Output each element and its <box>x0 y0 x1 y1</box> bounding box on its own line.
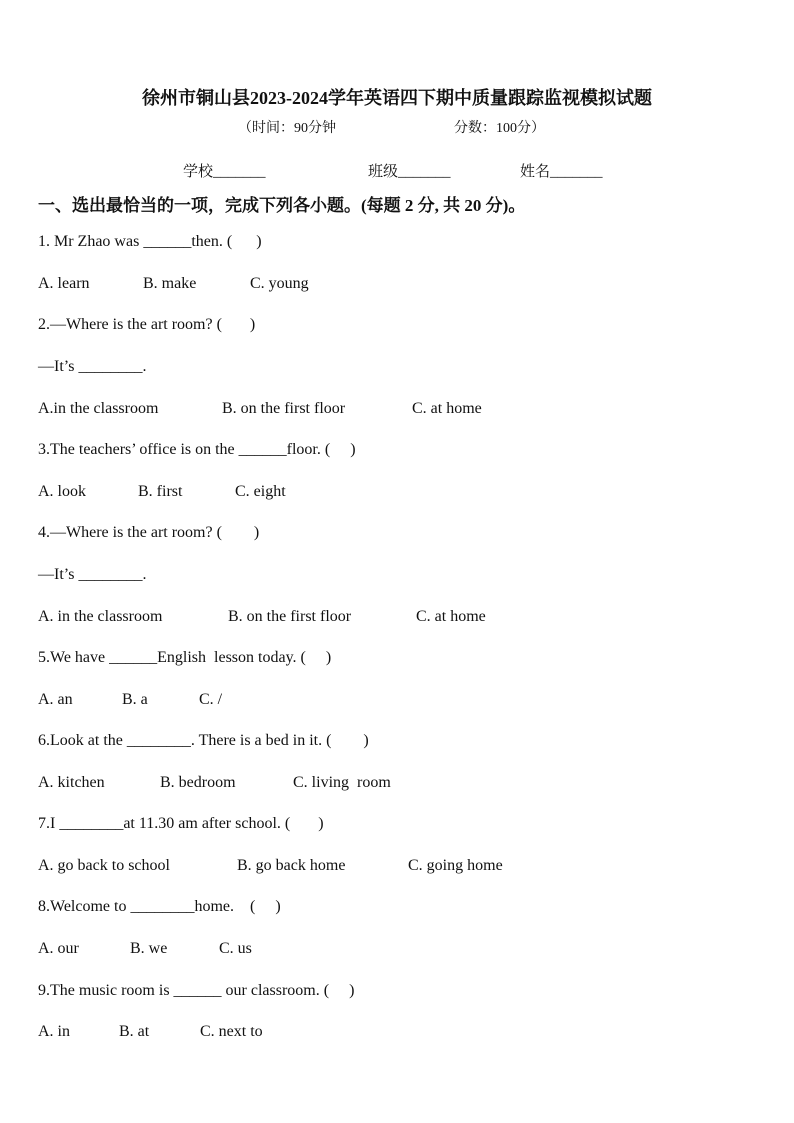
option-b: B. at <box>119 1023 150 1040</box>
option-b: B. we <box>130 940 168 957</box>
question-stem: 4.—Where is the art room? ( ) <box>38 524 260 541</box>
exam-meta <box>238 117 545 137</box>
question-stem: 7.I ________at 11.30 am after school. ( ) <box>38 815 324 832</box>
option-a: A. an <box>38 691 73 708</box>
question-stem: 8.Welcome to ________home. ( ) <box>38 898 281 915</box>
question-stem: 6.Look at the ________. There is a bed in it. ( ) <box>38 732 369 749</box>
option-c: C. next to <box>200 1023 263 1040</box>
class-field: 班级_______ <box>368 164 451 180</box>
option-a: A. learn <box>38 275 90 292</box>
option-b: B. bedroom <box>160 774 236 791</box>
option-c: C. at home <box>416 608 486 625</box>
question-stem: 3.The teachers’ office is on the ______floor. ( ) <box>38 441 356 458</box>
page-title: 徐州市铜山县2023-2024学年英语四下期中质量跟踪监视模拟试题 <box>142 88 652 108</box>
option-b: B. on the first floor <box>228 608 352 625</box>
option-c: C. us <box>219 940 252 957</box>
option-a: A. look <box>38 483 86 500</box>
question-stem: 5.We have ______English lesson today. ( ) <box>38 649 332 666</box>
option-a: A. go back to school <box>38 857 170 874</box>
option-a: A. our <box>38 940 79 957</box>
time-limit: （时间：90分钟 <box>238 121 336 136</box>
option-a: A. kitchen <box>38 774 105 791</box>
student-info-row <box>0 160 794 180</box>
option-a: A.in the classroom <box>38 400 159 417</box>
option-c: C. going home <box>408 857 503 874</box>
option-c: C. / <box>199 691 223 708</box>
option-b: B. a <box>122 691 148 708</box>
question-answer-line: —It’s ________. <box>38 566 147 583</box>
question-stem: 9.The music room is ______ our classroom. ( ) <box>38 982 355 999</box>
question-stem: 1. Mr Zhao was ______then. ( ) <box>38 233 262 250</box>
option-c: C. living room <box>293 774 391 791</box>
total-score: 分数：100分） <box>454 121 545 136</box>
section-heading: 一、选出最恰当的一项，完成下列各小题。(每题 2 分, 共 20 分)。 <box>38 196 526 215</box>
question-stem: 2.—Where is the art room? ( ) <box>38 316 256 333</box>
option-b: B. on the first floor <box>222 400 346 417</box>
option-b: B. go back home <box>237 857 346 874</box>
school-field: 学校_______ <box>183 164 266 180</box>
option-c: C. at home <box>412 400 482 417</box>
question-answer-line: —It’s ________. <box>38 358 147 375</box>
option-a: A. in the classroom <box>38 608 163 625</box>
option-a: A. in <box>38 1023 70 1040</box>
option-c: C. young <box>250 275 309 292</box>
name-field: 姓名_______ <box>520 164 603 180</box>
option-c: C. eight <box>235 483 286 500</box>
option-b: B. first <box>138 483 183 500</box>
option-b: B. make <box>143 275 197 292</box>
